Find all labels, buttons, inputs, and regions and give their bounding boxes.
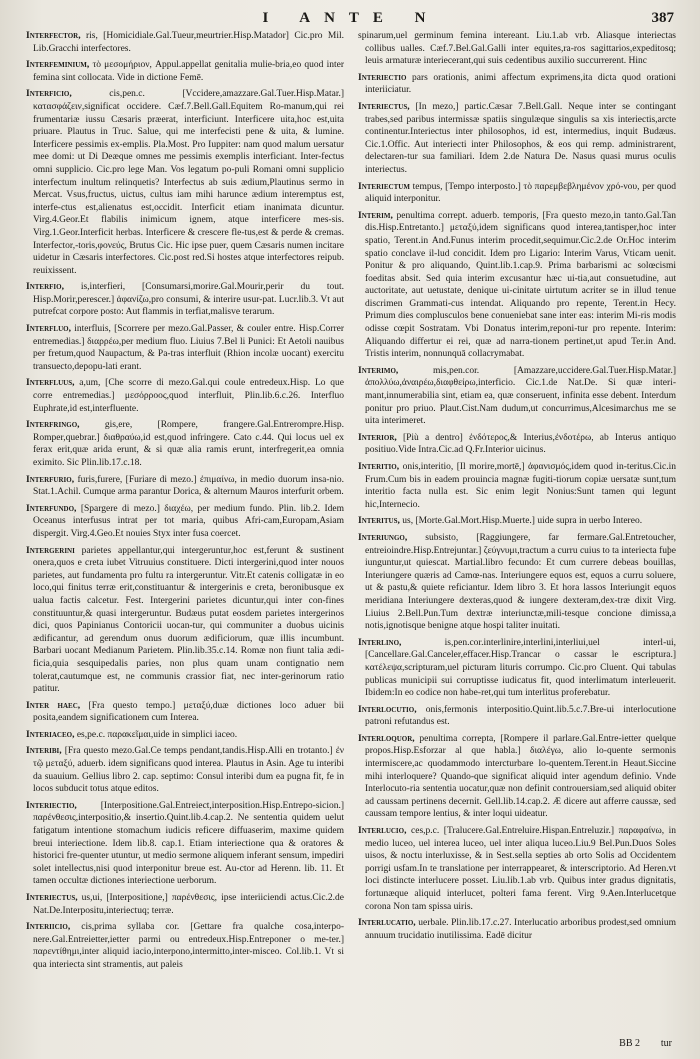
entry-headword: Interfeminium, [26,60,90,71]
dictionary-entry [358,637,676,700]
dictionary-entry [26,30,344,55]
dictionary-entry [26,377,344,415]
entry-headword: Interitio, [358,462,400,472]
entry-headword: Interloquor, [358,733,415,744]
dictionary-entry [26,281,344,319]
entry-headword: Interior, [358,432,397,443]
dictionary-entry [26,503,344,541]
left-column [26,30,344,976]
dictionary-entry [26,545,344,696]
dictionary-entry [358,532,676,633]
entry-headword: Interiectio, [26,800,77,811]
entry-headword: Interiungo, [358,532,408,543]
entry-text: subsisto, [Raggiungere, far fermare.Gal.Entretoucher, entreioindre.Hisp.Entrejuntar.] ζεύγνυμι,tractum a curru cuius to ta interiecta fuþe iunguntur,ut quiescat. Martial.libro fecundo: Et cum currere debeas bouillas, Interiungere quæris ad Camœ-nas. Interiungere equos est, equos a curru soluere, ut & pastu,& quiete reficiantur. Idem libro 3. Et hora lassos Interiungit equos meridiana Interiungere dexteras,quod & iungere dexteram,dex-træ dixit Virg. Liuius 2.Bell.Pun.Tum dextræ interiunctæ,mili-tesque concione dimissa,a notis,ignotisque benigne atque hospi taliter inuitati. [365,532,677,632]
dictionary-entry [358,825,676,913]
dictionary-entry [358,432,676,457]
entry-text: [In mezo,] partic.Cæsar 7.Bell.Gall. Neque inter se contingant trabes,sed paribus intermissæ spatiis singulæque singulis sa xis interiectis,arcte continentur.Interiectus inter philosophos, id est, intermedius, inquit Budæus. Cic.1.Offic. Aut interiecti inter Philosophos, & eos qui remp. administrarent, delectaren-tur sua familiari. Idem 2.de Natura De. Nasus quasi murus oculis interiectus. [365,101,676,175]
entry-headword: Interlino, [358,637,402,648]
dictionary-entry [26,88,344,277]
entry-text: onis,interitio, [Il morire,mortē,] ἀφανισμός,idem quod in-teritus.Cic.in Frum.Cum bis in eadem prouincia magnæ fugiti-tiorum copiæ uersatæ sunt,tum interitio facta nulla est. Sic enim legit Nonius:Sunt tamen qui legunt hic,Internecio. [365,462,677,510]
entry-headword: Interlocutio, [358,704,417,715]
entry-headword: Interiectum [358,181,410,192]
dictionary-entry [26,729,344,742]
entry-headword: Interiectus, [26,893,78,903]
entry-text: mis,pen.cor. [Amazzare,uccidere.Gal.Tuer.Hisp.Matar.] ἀπολλύω,ἀναιρέω,διαφθείρω,interficio. Cic.1.de Nat.De. Si quæ interi-mant,innumerabilia sint, etiam ea, quæ conseruent, infinita esse debent. Interdum ponitur pro priuo. Plaut.Cist.Nam dudum,ut concurrimus,Alcesimarchus me se uita interimeret. [365,365,676,427]
entry-headword: Inter haec, [26,700,81,711]
entry-text: uerbale. Plin.lib.17.c.27. Interlucatio arboribus prodest,sed omnium annuum trucidatio inutilissima. Eadē dicitur [365,918,677,941]
catchword: tur [660,1038,672,1049]
dictionary-entry [358,461,676,511]
dictionary-entry [358,210,676,361]
dictionary-entry [26,323,344,373]
entry-headword: Interfector, [26,31,81,41]
entry-text: onis,fermonis interpositio.Quint.lib.5.c.7.Bre-ui interlocutione patroni refutandus est. [365,704,677,728]
dictionary-entry [358,72,676,97]
dictionary-entry [26,474,344,499]
entry-headword: Interfio, [26,282,64,293]
entry-text: is,interfieri, [Consumarsi,morire.Gal.Mourir,perir du tout. Hisp.Morir,perescer.] ἀφανίζω,pro consumi, & interire usur-pat. Lucr.lib.3. Vt aut putrefcat corpore posto: Aut flammis in terfiat,malisve terarum. [33,282,344,318]
entry-text: penultima corrept. aduerb. temporis, [Fra questo mezo,in tanto.Gal.Tan dis.Hisp.Entretanto.] μεταξύ,idem significans quod interea,tantisper,hoc inter spatio, Terent.in And.Funus interim procedit,sequimur.Cic.2.de Or.Hoc interim spatio conclave il-lud concidit. Idem pro Ligario: Interim Varus, Vticam uenit. Ponitur & pro aliquando, Quint.lib.1.cap.9. Prima barbarismi ac solœcismi foeditas absit. Sed quia interim excusantur hæc ui-tia,aut consuetudine, aut auctoritate, aut uetustate, denique ui-cinitate uirtutum acriter se in illud tenue discrimen Grammati-cus intendat. Aliquando pro repente, Terent.in Hecy. Primum dies complusculos bene conueniebat sane inter eas: interim Mi-ris modis odisse cœpit Sostratam. Vbi Donatus interim,reponi-tur pro repente. Interim: Aliquando differtur ei rei, quæ ad narra-tionem pertinet,ut apud Ter.in And. Tristis interim, nonnunquā collacrymabat. [365,210,676,360]
dictionary-entry [358,101,676,177]
entry-headword: Interim, [358,210,393,221]
entry-text: τὸ μεσομήριον, Appul.appellat genitalia mulie-bria,eo quod inter femina sint collocata. Vide in dictione Femē. [33,60,345,83]
dictionary-entry [358,515,676,528]
entry-text: [Spargere di mezo.] διαχέω, per medium fundo. Plin. lib.2. Idem Oceanus interfusus intrat per tot maria, quibus Afri-cam,Europam,Asiam dispergit. Virg.4.Geo.Et nouies Styx inter fusa coercet. [33,503,345,539]
entry-headword: Interfurio, [26,474,75,485]
entry-headword: Interlucatio, [358,918,416,929]
entry-headword: Interimo, [358,365,399,376]
entry-text: parietes appellantur,qui intergeruntur,hoc est,ferunt & sustinent onera,quos e creta iubet Vitruuius constituere. Dicti intergerini,quod inter nouos parietes, aut fundamenta pro fultu ra intergeruntur. Vitr.Et catenis colligatæ in eo loco,qui finitus terræ erit,constituantur & intergerinis e creta, beronibusque ex ualua factis calcetur. Fest. Intergerini parietes dicuntur,qui inter con-fines constituuntur,& quasi intergeruntur. Budæus putat eosdem parietes intergerinos dici, quos Papinianus Contoricii uocan-tur, qui communiter a duobus uicinis ædificantur, ad gerendum onus duorum ædificiorum, quæ illis incumbunt. Barbari uocant Medianum Parietem. Plin.lib.35.c.14. Romæ non fiunt talia ædi-ficia,quia sesquipedalis paries, non plus quam unam contignatio nem tolerat,cautumque est, ne communis crassior fiat, nec inter-gerinorum ratio patitur. [33,545,344,695]
dictionary-entry [358,704,676,729]
dictionary-entry [26,800,344,888]
entry-headword: Interfluus, [26,378,75,389]
entry-text: us, [Morte.Gal.Mort.Hisp.Muerte.] uide supra in uerbo Intereo. [402,516,643,527]
running-title: I ANTE N [262,10,440,26]
entry-text: [Più a dentro] ἐνδότερος,& Interius,ἐνδοτέρω, ab Interus antiquo positiuo.Vide Intra.Cic.ad Q.Fr.Interior uicinus. [365,432,676,456]
dictionary-entry [26,921,344,971]
dictionary-entry [358,733,676,821]
entry-headword: Interficio, [26,89,72,100]
entry-headword: Interlucio, [358,826,407,837]
entry-text: [Fra questo mezo.Gal.Ce temps pendant,tandis.Hisp.Alli en trotanto.] ἐν τῷ μεταξύ, aduerb. idem significans quod interea. Plautus in Asin. Age tu interibi da suauium. Gellius libro 2. cap. septimo: Consul interibi dum ea pugna fit, fe in locos subducit totus atque editos. [33,746,344,795]
entry-headword: Interfundo, [26,503,77,514]
entry-text: [Fra questo tempo.] μεταξύ,duæ dictiones loco aduer bii posita,eandem significationem cum Interea. [33,700,344,724]
entry-text: ris, [Homicidiale.Gal.Tueur,meurtrier.Hisp.Matador] Cic.pro Mil. Lib.Gracchi interfectores. [33,31,345,54]
entry-text: us,ui, [Interpositione,] παρένθεσις, ipse interiiciendi actus.Cic.2.de Nat.De.Interpositu,interiectuq; terræ. [33,893,344,916]
dictionary-entry [358,30,676,68]
entry-text: gis,ere, [Rompere, frangere.Gal.Entrerompre.Hisp. Romper,quebrar.] διαθραύω,id est,quod infringere. Cato c.44. Qui locus uel ex ferax erit,quæ arida erunt, & si quæ alia ramis erunt, interfregerit,ea omnia eximito. Sic Plin.lib.17.c.18. [33,420,345,468]
dictionary-entry [26,892,344,917]
entry-text: pars orationis, animi affectum exprimens,ita dicta quod orationi interiiciatur. [365,72,677,96]
entry-headword: Interiectus, [358,101,410,112]
dictionary-entry [358,917,676,942]
dictionary-entry [26,419,344,469]
entry-text: [Interpositione.Gal.Entreiect,interposition.Hisp.Entrepo-sicion.] παρένθεσις,interpositio,& insertio.Quint.lib.4.cap.2. Ne sententia quidem uelut fatigatum intentione stomachum iudicis reficere diffuaserim, maxime quidem breui interiectione. Idem lib.8. cap.1. Etiam interiectione qua & oratores & historici fre-quenter utuntur, ut medio sermone aliquem inferant sensum, impediri solet intellectus,nisi quod interponitur breue est. Au-ctor ad Herenn. lib. 11. Et tamen occultæ dictiones interiectione uerborum. [33,800,344,887]
entry-headword: Interibi, [26,746,62,757]
entry-text: is,pen.cor.interlinire,interlini,interliui,uel interl-ui, [Cancellare.Gal.Canceler,effacer.Hisp.Trancar o cassar le escriptura.] κατέλεψα,scripturam,uel picturam lituris corrumpo. Cic.pro Cluent. Qui tabulas publicas municipii sui corruptisse iudicatus fit, quod interlimatum interleuerit. Ibidem:In eo codice non habe-ret,qui tum interlitus proferebatur. [365,637,676,699]
right-column [358,30,676,976]
dictionary-entry [26,59,344,84]
entry-text: cis,prima syllaba cor. [Gettare fra qualche cosa,interpo-nere.Gal.Entreietter,ietter parmi ou entredeux.Hisp.Entreponer o me-ter.] παρεντίθημι,inter aliquid iacio,interpono,intermitto,inter-misceo. Col.lib.1. Vt si qua interiecta sint stramentis, aut paleis [33,922,344,970]
entry-headword: Interitus, [358,516,400,527]
entry-text: penultima correpta, [Rompere il parlare.Gal.Entre-ietter quelque propos.Hisp.Esforzar al que habla.] διαλέγω, alio lo-quente sermonis intermiscere,ac quodammodo intercturbare lo-quentem.Terent.in Heaut.Siccine mihi interloquere? Quando-que significat aliquid inter agendum definio. Vnde Interlocuto-ria sententia uocatur,quæ non definit controuersiam,sed aliquid obiter ad caussam pertinens decernit. Gell.lib.14.cap.2. Æ dicere aut afferre caussæ, sed caussam tempore lentius, & inter loqui uideatur. [365,733,677,820]
page-header [26,8,676,30]
page-number: 387 [651,10,674,26]
entry-text: a,um, [Che scorre di mezo.Gal.qui coule entredeux.Hisp. Lo que corre entremedias.] μεσόρροος,quod interfluit, Plin.lib.6.c.26. Interfluo Euphrate,id est,interfluente. [33,378,345,414]
signature-mark: BB 2 [619,1038,640,1049]
dictionary-entry [358,181,676,206]
entry-headword: Intergerini [26,545,75,556]
entry-text: interfluis, [Scorrere per mezo.Gal.Passer, & couler entre. Hisp.Correr entremedias.] διαρρέω,per medium fluo. Liuius 7.Bel li Punici: Et Aetoli nauibus per fretum,quod Naupactum, & Pa-tras interfluit (Rhion incolæ uocant) exercitu transuecto,depopu-lati erant. [33,324,344,372]
dictionary-entry [26,745,344,795]
entry-headword: Interiicio, [26,922,71,933]
entry-headword: Interiectio [358,72,407,83]
entry-text: spinarum,uel germinum femina intereant. Liu.1.ab vrb. Aliasque interiectas collibus ualles. Cæf.7.Bel.Gal.Galli inter equites,ra-ros sagittarios,expeditosq; leuis armaturæ interiecerant,qui suis cedentibus auxilio succurrerent. Hinc [358,31,676,67]
entry-text: es,pe.c. παρακεῖμαι,uide in simplici iaceo. [76,729,238,740]
entry-headword: Interiaceo, [26,729,75,740]
dictionary-entry [358,365,676,428]
entry-text: ces,p.c. [Tralucere.Gal.Entreluire.Hispan.Entreluzir.] παραφαίνω, in medio luceo, uel interea luceo, uel inter aliqua luceo.Liu.9 Bel.Pun.Duos Soles uisos, & noctu interluxisse, & in Sest.sella septies ab orto Solis ad Occidentem porrigi usfam.In te translatione per interrappearet, & interscriptorio. Ad Heren.vt loci distincte interlucere posset. Liu.lib.1.ab vrb. Quibus inter gradus dignitatis, fortunæque aliquid interlucet, polteri fama ferent. Virg 9.Aen.Interlucetque corona Non tam spissa uiris. [365,826,676,912]
entry-text: tempus, [Tempo interposto.] τὸ παρεμβεβλημένον χρό-νου, per quod aliquid interponitur. [365,181,677,205]
entry-text: cis,pen.c. [Vccidere,amazzare.Gal.Tuer.Hisp.Matar.] κατασφάζειν,significat occidere. Cæf.7.Bell.Gall.Equitem Ro-manum,qui rei frumentariæ iussu Cæsaris præerat, interficiunt. Interficere uita,hoc est,uita priuare. Plautus in Truc. Salue, qui me interfecisti pene & uita, & lumine. Interficere pessimis ex-emplis. Pla.Most. Pro Iuppiter: nam quod malum uersatur mee domi: ut Di Deæque omnes me pessimis exemplis interficiant. Inter-fectus omni supplicio. Cic.pro lege Man. Vos legatum po-puli Romani omni supplicio interfectum inultum relinquetis? Interfectus ab suis ædium,Plautinus sermo in Mercat. Vsus,fructus, uictus, cultus iam mihi harunce ædium interemptus est, interfe-ctus est,alienatus est,occidit. Interficit etiam inanimata dicuntur. Virg.4.Geor.Et flabilis inimicum ignem, atque interficere mes-sis. Virg.1.Geor.Interficit herbas. Interficere & crescere fle-tus,est & perde & cremas. Interfector,-toris,φονεύς, Brutus Cic. Hic ipse puer, quem Cæsaris numen incitare uidetur in Cæsaris interfectores. Cic.post red.Si hostes atque interfectores reipub. reuixissent. [33,89,344,276]
dictionary-entry [26,700,344,725]
entry-text: furis,furere, [Furiare di mezo.] ἐπιμαίνω, in medio duorum insa-nio. Stat.1.Achil. Cumque arma parantur Dorica, & alternum Mauros interfurit orbem. [33,474,345,498]
entry-headword: Interfringo, [26,420,80,431]
entry-headword: Interfluo, [26,324,71,335]
text-columns [26,30,676,976]
